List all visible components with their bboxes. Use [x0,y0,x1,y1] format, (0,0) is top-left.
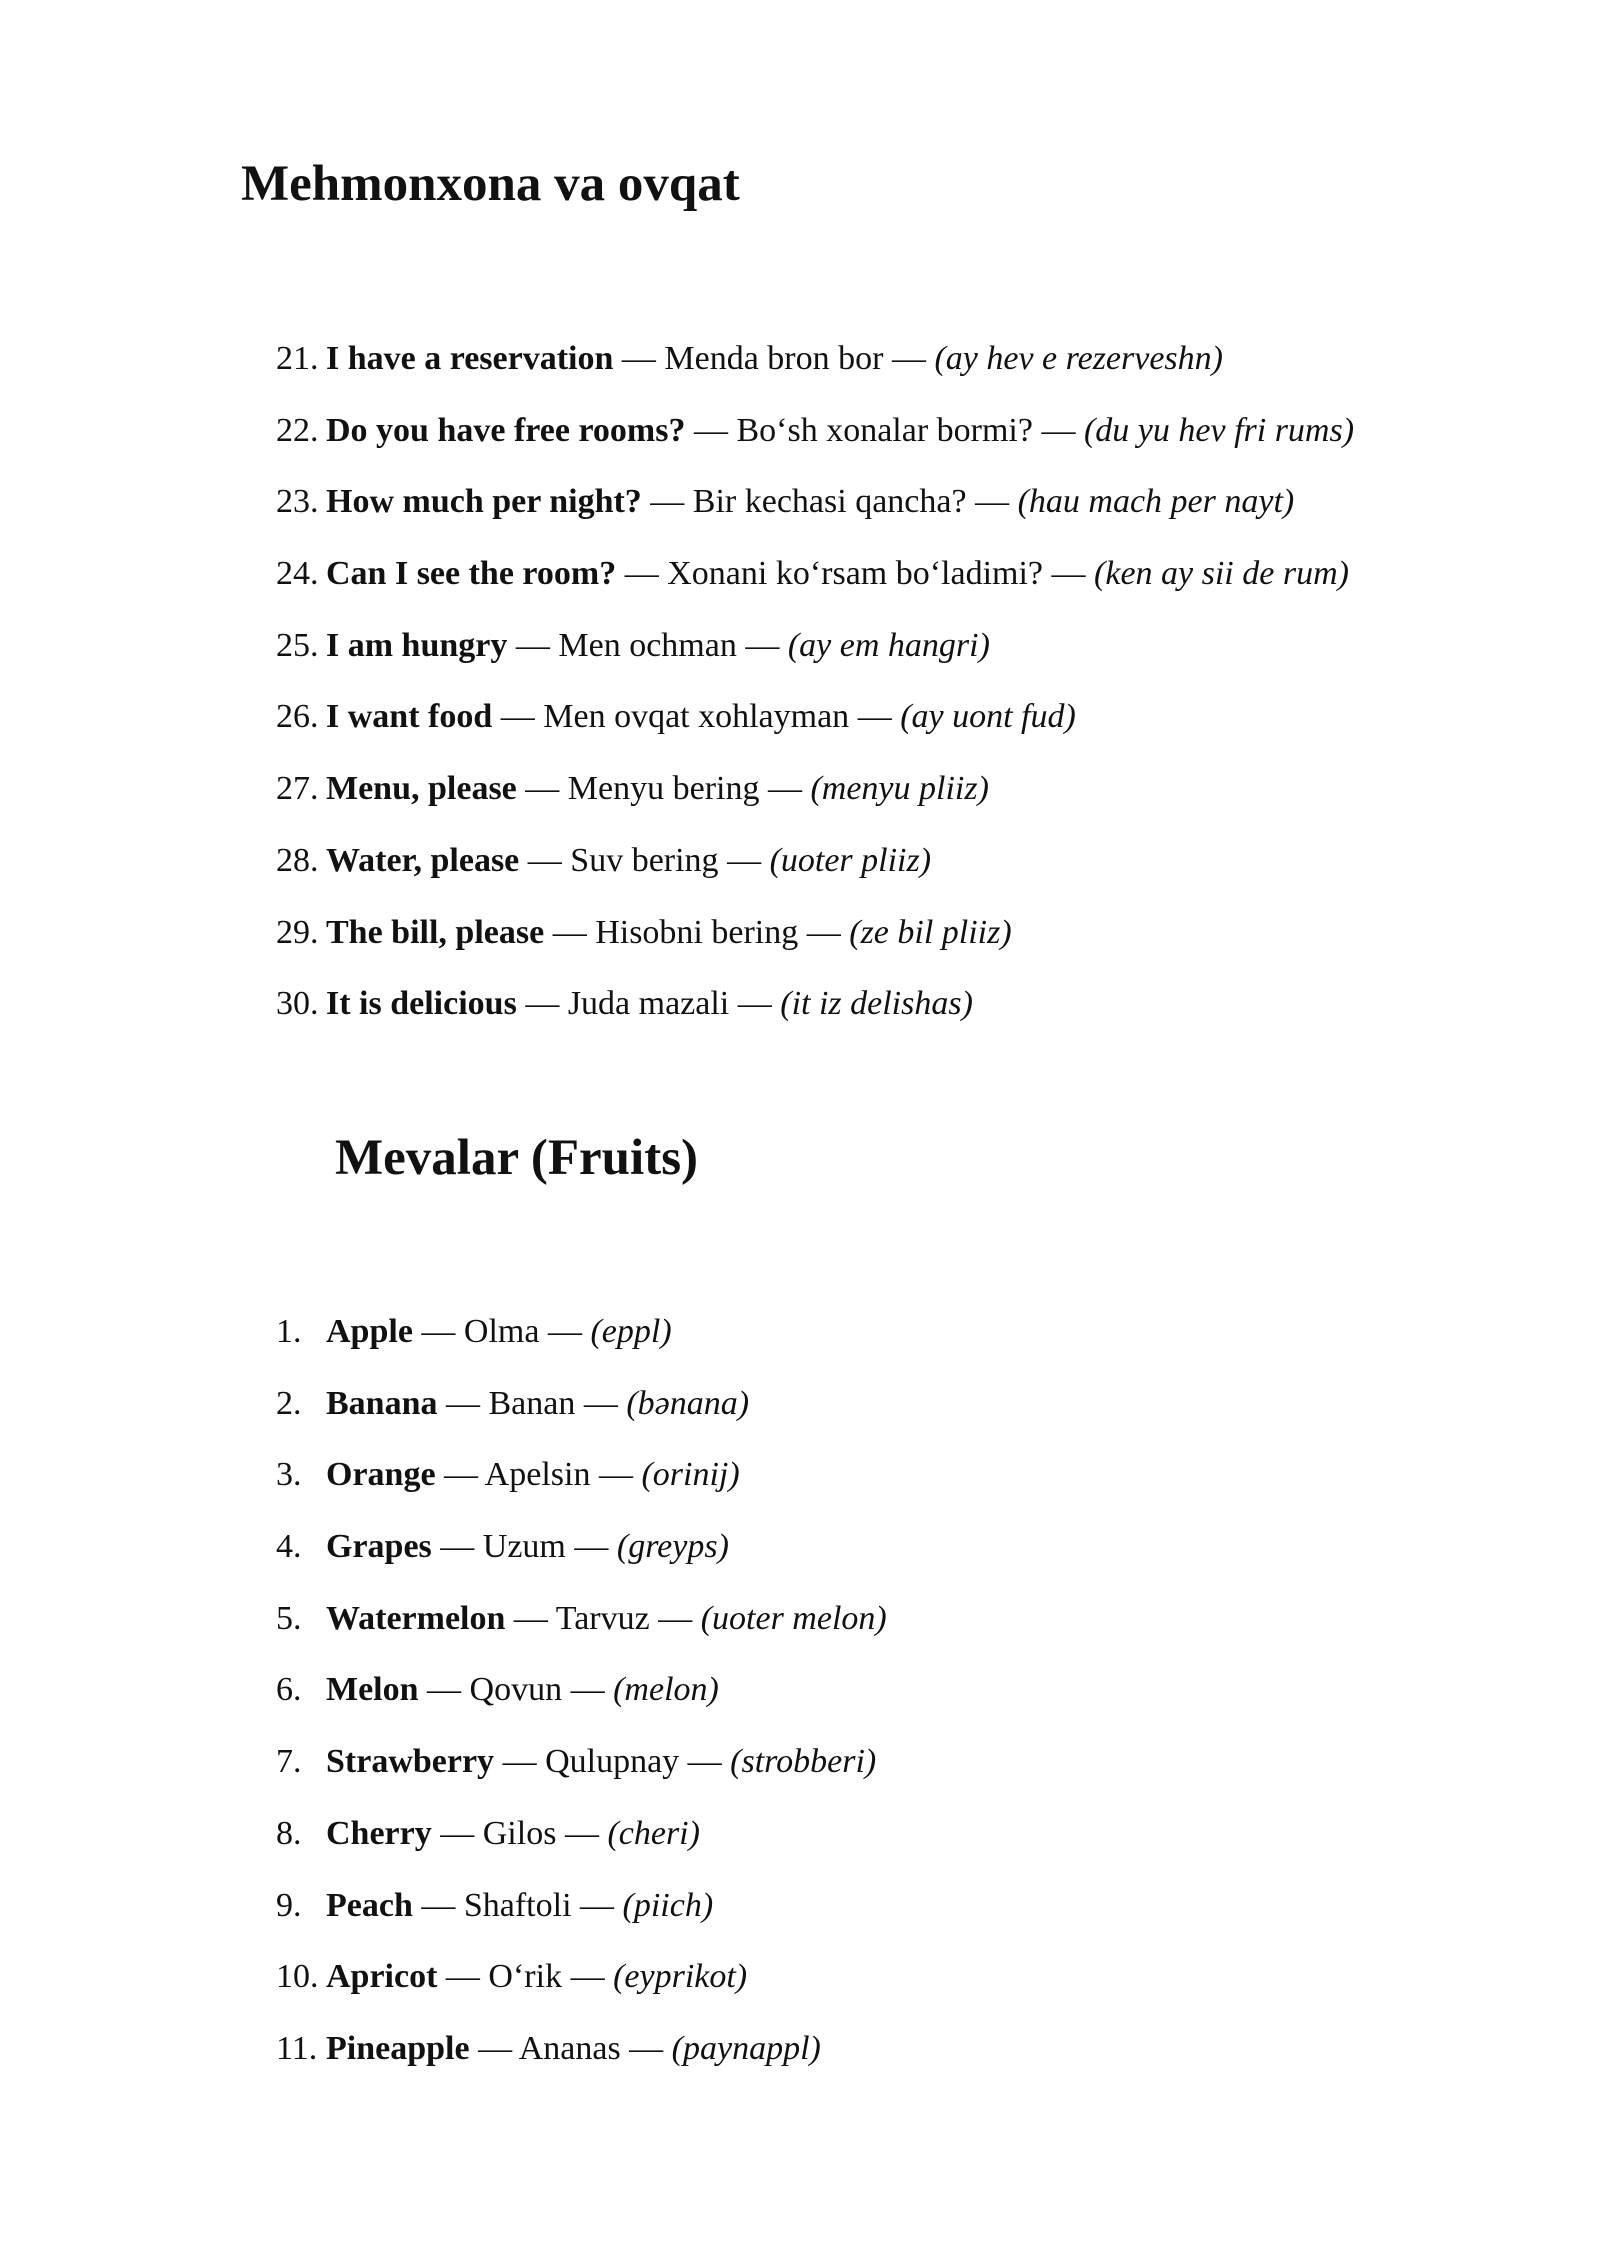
item-number: 24. [276,555,319,593]
list-item: 8. Cherry — Gilos — (cheri) [276,1808,887,1880]
pronunciation: (ze bil pliiz) [849,913,1012,951]
list-item: 2. Banana — Banan — (bənana) [276,1378,887,1450]
uzbek-translation: Menda bron bor [664,340,884,377]
uzbek-translation: Men ovqat xohlayman [543,698,850,736]
english-term: Do you have free rooms? [326,411,686,449]
item-number: 3. [276,1456,302,1494]
item-number: 4. [276,1528,302,1566]
item-number: 25. [276,626,319,664]
uzbek-translation: Ananas [518,2029,621,2067]
uzbek-translation: O‘rik [488,1958,563,1996]
list-item: 11. Pineapple — Ananas — (paynappl) [276,2023,887,2095]
english-term: The bill, please [326,913,545,951]
list-item: 29. The bill, please — Hisobni bering — (ze bil pliiz) [276,907,1354,979]
uzbek-translation: Bo‘sh xonalar bormi? [736,411,1033,449]
list-item: 26. I want food — Men ovqat xohlayman — (ay uont fud) [276,691,1354,763]
english-term: It is delicious [326,985,517,1023]
item-number: 26. [276,698,319,736]
uzbek-translation: Tarvuz [555,1599,650,1637]
pronunciation: (hau mach per nayt) [1017,483,1295,521]
uzbek-translation: Juda mazali [567,985,730,1023]
list-item: 21. I have a reservation — Menda bron bor — (ay hev e rezerveshn) [276,333,1354,405]
item-number: 5. [276,1599,302,1637]
item-number: 10. [276,1958,319,1996]
pronunciation: (menyu pliiz) [810,770,989,808]
english-term: I am hungry [326,626,508,664]
english-term: Menu, please [326,770,517,808]
pronunciation: (orinij) [641,1456,740,1494]
uzbek-translation: Banan [488,1384,576,1422]
pronunciation: (ay uont fud) [900,698,1076,736]
english-term: Melon [326,1671,419,1709]
uzbek-translation: Olma [463,1313,540,1350]
pronunciation: (strobberi) [730,1743,877,1781]
pronunciation: (ay hev e rezerveshn) [934,340,1223,377]
english-term: I want food [326,698,493,736]
pronunciation: (it iz delishas) [780,985,973,1023]
section-title-hotel-food: Mehmonxona va ovqat [241,156,740,212]
list-item: 22. Do you have free rooms? — Bo‘sh xonalar bormi? — (du yu hev fri rums) [276,405,1354,477]
uzbek-translation: Xonani ko‘rsam bo‘ladimi? [667,555,1044,593]
item-number: 27. [276,770,319,808]
item-number: 30. [276,985,319,1023]
item-number: 29. [276,913,319,951]
list-item: 10. Apricot — O‘rik — (eyprikot) [276,1951,887,2023]
english-term: Strawberry [326,1743,495,1781]
pronunciation: (ay em hangri) [787,626,990,664]
english-term: Apricot [326,1958,438,1996]
list-item: 4. Grapes — Uzum — (greyps) [276,1521,887,1593]
section-title-fruits: Mevalar (Fruits) [335,1130,699,1186]
item-number: 1. [276,1313,302,1350]
english-term: How much per night? [326,483,642,521]
list-item: 30. It is delicious — Juda mazali — (it iz delishas) [276,978,1354,1050]
english-term: Apple [326,1313,413,1350]
item-number: 7. [276,1743,302,1781]
list-item: 6. Melon — Qovun — (melon) [276,1664,887,1736]
pronunciation: (du yu hev fri rums) [1083,411,1355,449]
item-number: 22. [276,411,319,449]
pronunciation: (bənana) [626,1384,750,1422]
uzbek-translation: Uzum [482,1528,566,1566]
uzbek-translation: Men ochman [558,626,737,664]
english-term: Watermelon [326,1599,506,1637]
pronunciation: (eppl) [590,1313,672,1350]
english-term: Water, please [326,841,520,879]
list-item: 24. Can I see the room? — Xonani ko‘rsam bo‘ladimi? — (ken ay sii de rum) [276,548,1354,620]
list-item: 5. Watermelon — Tarvuz — (uoter melon) [276,1593,887,1665]
item-number: 23. [276,483,319,521]
item-number: 6. [276,1671,302,1709]
item-number: 8. [276,1814,302,1852]
english-term: Peach [326,1886,413,1924]
list-item: 1. Apple — Olma — (eppl) [276,1306,887,1378]
list-item: 3. Orange — Apelsin — (orinij) [276,1449,887,1521]
pronunciation: (eyprikot) [613,1958,748,1996]
uzbek-translation: Gilos [482,1814,557,1852]
word-list-fruits [276,1306,887,2095]
pronunciation: (cheri) [607,1814,700,1852]
english-term: Can I see the room? [326,555,617,593]
phrase-list-hotel-food [276,333,1354,1050]
uzbek-translation: Qovun [469,1671,563,1709]
list-item: 9. Peach — Shaftoli — (piich) [276,1880,887,1952]
list-item: 25. I am hungry — Men ochman — (ay em hangri) [276,620,1354,692]
list-item: 28. Water, please — Suv bering — (uoter pliiz) [276,835,1354,907]
uzbek-translation: Shaftoli [463,1886,572,1924]
uzbek-translation: Bir kechasi qancha? [692,483,967,521]
item-number: 28. [276,841,319,879]
english-term: Cherry [326,1814,432,1852]
uzbek-translation: Menyu bering [567,770,760,808]
pronunciation: (uoter melon) [700,1599,887,1637]
english-term: Orange [326,1456,436,1494]
pronunciation: (uoter pliiz) [769,841,932,879]
list-item: 7. Strawberry — Qulupnay — (strobberi) [276,1736,887,1808]
uzbek-translation: Hisobni bering [595,913,799,951]
item-number: 9. [276,1886,302,1924]
english-term: Banana [326,1384,438,1422]
pronunciation: (piich) [622,1886,714,1924]
pronunciation: (melon) [613,1671,719,1709]
uzbek-translation: Qulupnay [545,1743,680,1781]
uzbek-translation: Apelsin [484,1456,591,1494]
english-term: Grapes [326,1528,432,1566]
pronunciation: (paynappl) [671,2029,821,2067]
english-term: Pineapple [326,2029,470,2067]
pronunciation: (greyps) [616,1528,729,1566]
english-term: I have a reservation [326,340,614,377]
item-number: 21. [276,340,319,377]
item-number: 11. [276,2029,318,2067]
uzbek-translation: Suv bering [570,841,719,879]
pronunciation: (ken ay sii de rum) [1094,555,1349,593]
list-item: 23. How much per night? — Bir kechasi qancha? — (hau mach per nayt) [276,476,1354,548]
item-number: 2. [276,1384,302,1422]
list-item: 27. Menu, please — Menyu bering — (menyu pliiz) [276,763,1354,835]
